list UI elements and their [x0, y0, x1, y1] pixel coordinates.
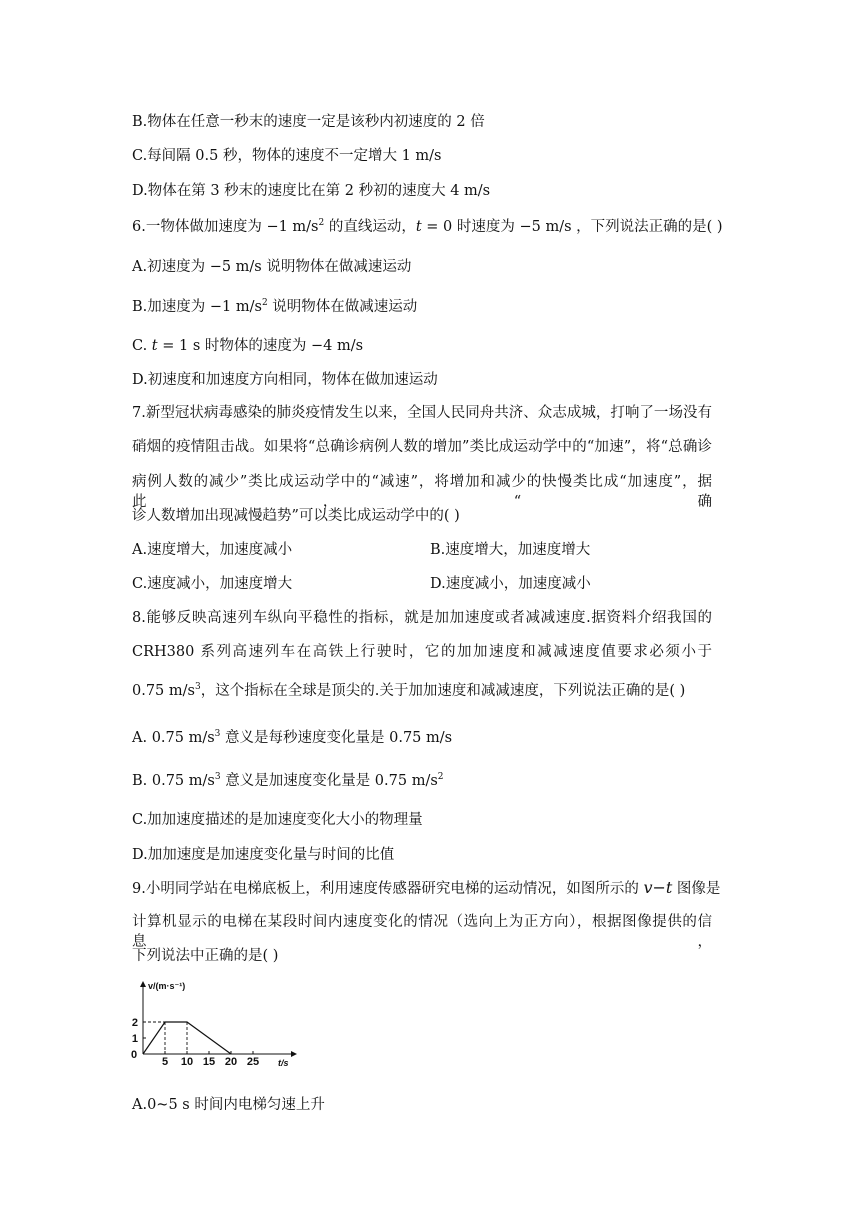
option-q7-d: D.速度减小，加速度减小 — [430, 576, 591, 592]
option-q7-b: B.速度增大，加速度增大 — [430, 542, 591, 558]
option-q5-d: D.物体在第 3 秒末的速度比在第 2 秒初的速度大 4 m/s — [132, 183, 491, 199]
question-7-line-4: 诊人数增加出现减慢趋势”可以类比成运动学中的( ) — [132, 508, 460, 524]
q8b-sup-2: 2 — [437, 772, 444, 782]
q6-text-3: = 0 时速度为 −5 m/s ，下列说法正确的是( ) — [421, 219, 723, 235]
origin-label: 0 — [131, 1049, 138, 1061]
q6b-text-2: 说明物体在做减速运动 — [267, 299, 418, 315]
x-tick-label: 5 — [161, 1056, 169, 1066]
x-axis-label: t/s — [278, 1058, 289, 1066]
q6c-var-t: t — [151, 338, 158, 354]
question-8-line-1: 8.能够反映高速列车纵向平稳性的指标，就是加加速度或者减减速度.据资料介绍我国的 — [132, 610, 712, 626]
q9-vt: v−t — [643, 878, 673, 897]
question-7-line-3: 病例人数的减少”类比成运动学中的“减速”，将增加和减少的快慢类比成“加速度”，据此，“确 — [132, 474, 712, 510]
option-q8-d: D.加加速度是加速度变化量与时间的比值 — [132, 847, 395, 863]
option-q7-a: A.速度增大，加速度减小 — [132, 542, 293, 558]
option-q6-c — [132, 336, 363, 356]
q9-text-2: 图像是 — [672, 881, 721, 897]
option-q5-b: B.物体在任意一秒末的速度一定是该秒内初速度的 2 倍 — [132, 114, 485, 130]
question-9-line-1 — [132, 878, 720, 899]
option-q8-c: C.加加速度描述的是加速度变化大小的物理量 — [132, 812, 423, 828]
q6-sup: 2 — [318, 218, 325, 228]
x-tick-label: 15 — [202, 1056, 216, 1066]
q8a-text-1: A. 0.75 m/s — [132, 730, 215, 746]
q8-sup: 3 — [194, 682, 201, 692]
y-ticks — [132, 1017, 146, 1045]
option-q6-b — [132, 297, 417, 317]
question-9-line-3: 下列说法中正确的是( ) — [132, 948, 279, 964]
q8b-text-2: 意义是加速度变化量是 0.75 m/s — [220, 773, 438, 789]
q6-var-t: t — [415, 219, 422, 235]
option-q5-c: C.每间隔 0.5 秒，物体的速度不一定增大 1 m/s — [132, 148, 442, 164]
question-6-stem — [132, 217, 723, 237]
q9-text-1: 9.小明同学站在电梯底板上，利用速度传感器研究电梯的运动情况，如图所示的 — [132, 881, 644, 897]
q6b-text-1: B.加速度为 −1 m/s — [132, 299, 262, 315]
q8a-sup: 3 — [214, 729, 221, 739]
q8b-sup-1: 3 — [214, 772, 221, 782]
question-7-line-1: 7.新型冠状病毒感染的肺炎疫情发生以来，全国人民同舟共济、众志成城，打响了一场没有 — [132, 405, 712, 421]
option-q6-d: D.初速度和加速度方向相同，物体在做加速运动 — [132, 372, 438, 388]
q6c-text-1: C. — [132, 338, 152, 354]
x-tick-label: 20 — [224, 1056, 238, 1066]
q8-text-2: ，这个指标在全球是顶尖的.关于加加速度和减减速度，下列说法正确的是( ) — [200, 683, 686, 699]
option-q9-a: A.0~5 s 时间内电梯匀速上升 — [132, 1097, 325, 1113]
x-tick-label: 10 — [180, 1056, 194, 1066]
question-8-line-3 — [132, 681, 685, 701]
q6-text-2: 的直线运动， — [324, 219, 416, 235]
q8b-text-1: B. 0.75 m/s — [132, 773, 215, 789]
q8a-text-2: 意义是每秒速度变化量是 0.75 m/s — [220, 730, 453, 746]
x-tick-label: 25 — [246, 1056, 260, 1066]
option-q8-a — [132, 728, 452, 748]
q8-text-1: 0.75 m/s — [132, 683, 195, 699]
y-axis-label: v/(m·s⁻¹) — [148, 981, 186, 991]
option-q8-b — [132, 771, 444, 791]
y-tick-label: 1 — [131, 1033, 138, 1045]
y-tick-label: 2 — [131, 1017, 138, 1029]
question-8-line-2: CRH380 系列高速列车在高铁上行驶时，它的加加速度和减减速度值要求必须小于 — [132, 644, 712, 660]
option-q7-c: C.速度减小，加速度增大 — [132, 576, 293, 592]
q6b-sup: 2 — [261, 298, 268, 308]
dashed-guides — [143, 1022, 187, 1054]
option-q6-a: A.初速度为 −5 m/s 说明物体在做减速运动 — [132, 259, 412, 275]
q6c-text-2: = 1 s 时物体的速度为 −4 m/s — [157, 338, 364, 354]
question-7-line-2: 硝烟的疫情阻击战。如果将“总确诊病例人数的增加”类比成运动学中的“加速”，将“总确诊 — [132, 439, 712, 455]
question-9-line-2: 计算机显示的电梯在某段时间内速度变化的情况（选向上为正方向），根据图像提供的信息， — [132, 914, 712, 950]
vt-graph — [128, 976, 303, 1066]
q6-text-1: 6.一物体做加速度为 −1 m/s — [132, 219, 319, 235]
x-ticks — [162, 1051, 259, 1066]
